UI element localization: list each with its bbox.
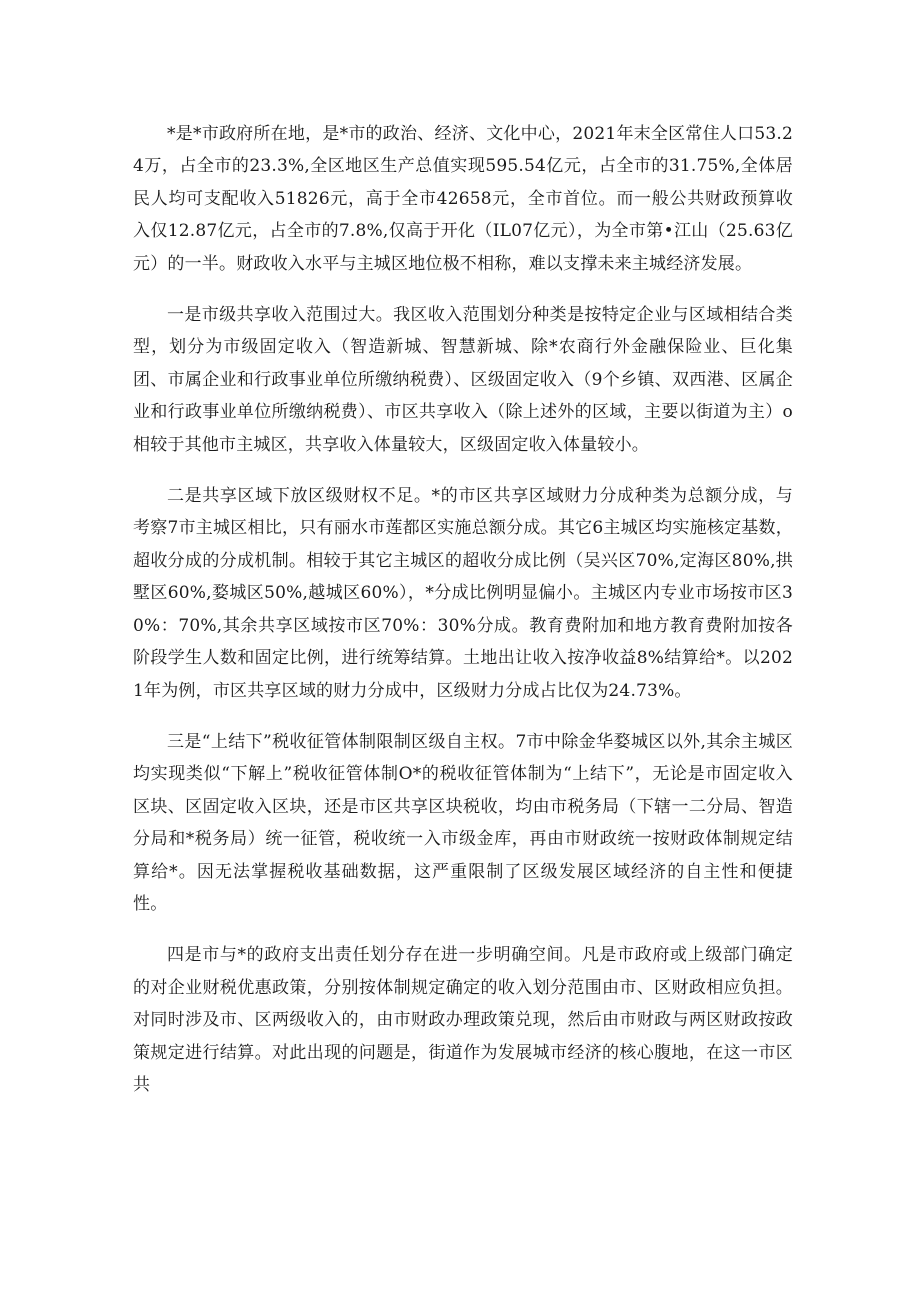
paragraph-point-one: 一是市级共享收入范围过大。我区收入范围划分种类是按特定企业与区域相结合类型，划分为市级固定收入（智造新城、智慧新城、除*农商行外金融保险业、巨化集团、市属企业和行政事业单位所缴纳税费）、区级固定收入（9个乡镇、双西港、区属企业和行政事业单位所缴纳税费）、市区共享收入（除上述外的区域，主要以街道为主）o相较于其他市主城区，共享收入体量较大，区级固定收入体量较小。 bbox=[133, 305, 793, 455]
paragraph-intro: *是*市政府所在地，是*市的政治、经济、文化中心，2021年末全区常住人口53.24万，占全市的23.3%,全区地区生产总值实现595.54亿元，占全市的31.75%,全体居民人均可支配收入51826元，高于全市42658元，全市首位。而一般公共财政预算收入仅12.87亿元，占全市的7.8%,仅高于开化（IL07亿元），为全市第•江山（25.63亿元）的一半。财政收入水平与主城区地位极不相称，难以支撑未来主城经济发展。 bbox=[133, 124, 793, 274]
paragraph-point-four: 四是市与*的政府支出责任划分存在进一步明确空间。凡是市政府或上级部门确定的对企业财税优惠政策，分别按体制规定确定的收入划分范围由市、区财政相应负担。对同时涉及市、区两级收入的，由市财政办理政策兑现，然后由市财政与两区财政按政策规定进行结算。对此出现的问题是，街道作为发展城市经济的核心腹地，在这一市区共 bbox=[133, 945, 793, 1095]
paragraph-point-two: 二是共享区域下放区级财权不足。*的市区共享区域财力分成种类为总额分成，与考察7市主城区相比，只有丽水市莲都区实施总额分成。其它6主城区均实施核定基数，超收分成的分成机制。相较于其它主城区的超收分成比例（吴兴区70%,定海区80%,拱墅区60%,婺城区50%,越城区60%），*分成比例明显偏小。主城区内专业市场按市区30%：70%,其余共享区域按市区70%：30%分成。教育费附加和地方教育费附加按各阶段学生人数和固定比例，进行统筹结算。土地出让收入按净收益8%结算给*。以2021年为例，市区共享区域的财力分成中，区级财力分成占比仅为24.73%。 bbox=[133, 486, 793, 701]
paragraph-point-three: 三是“上结下”税收征管体制限制区级自主权。7市中除金华婺城区以外,其余主城区均实现类似“下解上”税收征管体制O*的税收征管体制为“上结下”，无论是市固定收入区块、区固定收入区块，还是市区共享区块税收，均由市税务局（下辖一二分局、智造分局和*税务局）统一征管，税收统一入市级金库，再由市财政统一按财政体制规定结算给*。因无法掌握税收基础数据，这严重限制了区级发展区域经济的自主性和便捷性。 bbox=[133, 731, 793, 914]
document-body bbox=[133, 118, 793, 1120]
